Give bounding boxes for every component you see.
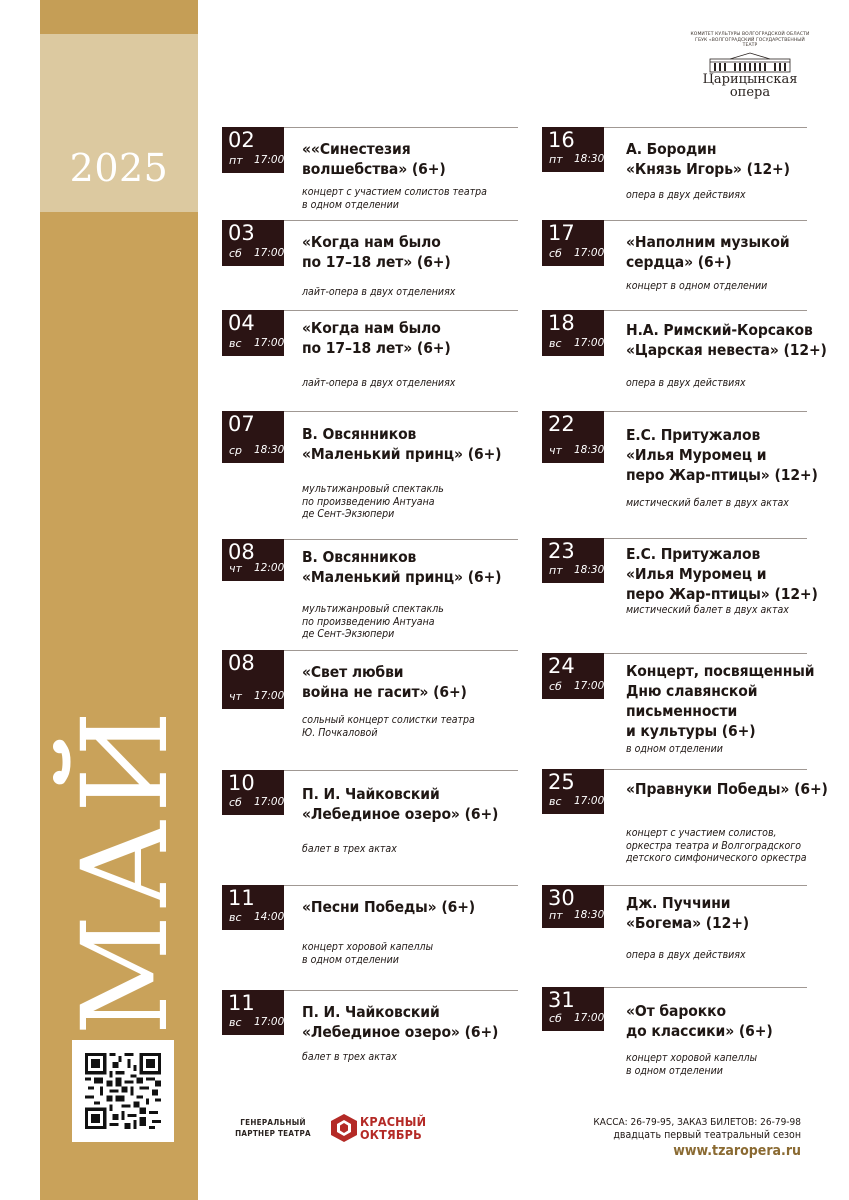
- event-weekday: пт: [229, 154, 243, 167]
- event-description-line: концерт с участием солистов,: [626, 827, 777, 839]
- event-description-line: балет в трех актах: [302, 843, 397, 855]
- event-title-line: Концерт, посвященный: [626, 662, 815, 680]
- event-date-box: [542, 220, 604, 266]
- event-time: 17:00: [254, 337, 285, 349]
- event-date-box: [542, 127, 604, 172]
- event-time: 17:00: [254, 690, 285, 702]
- event-time: 17:00: [574, 680, 605, 692]
- event-title: [626, 232, 790, 272]
- event-description: [302, 286, 455, 299]
- event-title: [626, 661, 814, 741]
- event-title-line: «Царская невеста» (12+): [626, 341, 827, 359]
- event-weekday: сб: [229, 247, 242, 260]
- event-description: [302, 941, 433, 966]
- event-day: 11: [228, 991, 255, 1015]
- event-description: [302, 714, 475, 739]
- event-item[interactable]: [222, 990, 518, 1110]
- event-title-line: Н.А. Римский-Корсаков: [626, 321, 813, 339]
- event-day: 03: [228, 221, 255, 245]
- logo-org-line-1: КОМИТЕТ КУЛЬТУРЫ ВОЛГОГРАДСКОЙ ОБЛАСТИ: [690, 32, 810, 37]
- event-description-line: по произведению Антуана: [302, 615, 435, 628]
- event-date-box: [222, 539, 284, 581]
- event-title: [626, 893, 749, 933]
- event-description: [302, 186, 487, 211]
- event-time: 18:30: [254, 444, 285, 456]
- event-weekday: чт: [549, 444, 562, 457]
- month-label: МАЙ: [56, 704, 194, 1036]
- event-time: 17:00: [574, 247, 605, 259]
- event-title-line: В. Овсянников: [302, 548, 417, 566]
- logo-name-line-1: Царицынская: [702, 71, 798, 87]
- event-date-box: [222, 990, 284, 1035]
- event-weekday: пт: [549, 909, 563, 922]
- qr-code-icon: [85, 1053, 161, 1129]
- event-description-line: в одном отделении: [626, 743, 723, 755]
- event-time: 18:30: [574, 153, 605, 165]
- event-title: [626, 425, 818, 485]
- event-description: [302, 603, 444, 641]
- event-title-line: по 17–18 лет» (6+): [302, 253, 451, 271]
- event-date-box: [222, 411, 284, 463]
- event-date-box: [222, 770, 284, 815]
- event-time: 17:00: [254, 247, 285, 259]
- event-title: [626, 1001, 773, 1041]
- event-title-line: «Песни Победы» (6+): [302, 898, 476, 916]
- event-item[interactable]: [542, 411, 818, 531]
- event-date-box: [222, 220, 284, 266]
- event-date-box: [542, 769, 604, 814]
- event-title-line: В. Овсянников: [302, 425, 417, 443]
- event-description-line: по произведению Антуана: [302, 495, 435, 508]
- event-description: [626, 280, 767, 293]
- event-description: [302, 1051, 397, 1064]
- event-title: [302, 139, 446, 179]
- event-description-line: мистический балет в двух актах: [626, 604, 789, 616]
- box-office-phones: КАССА: 26-79-95, ЗАКАЗ БИЛЕТОВ: 26-79-98: [593, 1117, 801, 1128]
- event-title-line: Дню славянской: [626, 682, 758, 700]
- event-date-box: [542, 310, 604, 356]
- partner-logo[interactable]: [330, 1111, 440, 1147]
- event-title: [302, 784, 498, 824]
- event-time: 17:00: [254, 154, 285, 166]
- event-description: [626, 497, 789, 510]
- event-weekday: сб: [549, 1012, 562, 1025]
- event-weekday: сб: [549, 680, 562, 693]
- event-description: [626, 604, 789, 617]
- event-day: 23: [548, 539, 575, 563]
- event-item[interactable]: [542, 653, 815, 773]
- event-title-line: «Свет любви: [302, 663, 404, 681]
- event-weekday: вс: [229, 911, 242, 924]
- event-title-line: «Когда нам было: [302, 233, 441, 251]
- event-date-box: [542, 538, 604, 583]
- website-link[interactable]: www.tzaropera.ru: [673, 1143, 801, 1159]
- event-description-line: концерт хоровой капеллы: [302, 941, 434, 953]
- event-title-line: «Лебединое озеро» (6+): [302, 805, 499, 823]
- event-day: 10: [228, 771, 255, 795]
- event-title-line: П. И. Чайковский: [302, 785, 440, 803]
- event-title-line: «Наполним музыкой: [626, 233, 790, 251]
- event-date-box: [542, 885, 604, 928]
- event-title-line: волшебства» (6+): [302, 160, 446, 178]
- event-title-line: и культуры (6+): [626, 722, 756, 740]
- partner-label-line-2: ПАРТНЕР ТЕАТРА: [235, 1129, 311, 1138]
- event-item[interactable]: [542, 769, 828, 889]
- event-title: [302, 318, 451, 358]
- event-title-line: «Маленький принц» (6+): [302, 568, 502, 586]
- event-day: 25: [548, 770, 575, 794]
- event-description-line: концерт с участием солистов театра: [302, 186, 487, 198]
- event-weekday: сб: [229, 796, 242, 809]
- event-day: 24: [548, 654, 575, 678]
- event-title-line: «Богема» (12+): [626, 914, 750, 932]
- event-description-line: мультижанровый спектакль: [302, 483, 444, 495]
- event-title-line: «Правнуки Победы» (6+): [626, 780, 828, 798]
- event-description-line: в одном отделении: [302, 198, 399, 211]
- event-title-line: «От барокко: [626, 1002, 726, 1020]
- event-time: 18:30: [574, 444, 605, 456]
- event-title-line: Е.С. Притужалов: [626, 426, 761, 444]
- event-title: [302, 897, 475, 917]
- event-weekday: вс: [549, 795, 562, 808]
- event-description-line: де Сент-Экзюпери: [302, 628, 395, 640]
- partner-mark-icon: [330, 1113, 358, 1143]
- event-description: [626, 377, 746, 390]
- sidebar-top-band: [40, 0, 198, 34]
- event-title-line: перо Жар-птицы» (12+): [626, 585, 818, 603]
- event-weekday: чт: [229, 690, 242, 703]
- event-title-line: «Лебединое озеро» (6+): [302, 1023, 499, 1041]
- event-date-box: [542, 411, 604, 463]
- season-label: двадцать первый театральный сезон: [613, 1129, 801, 1141]
- event-title-line: по 17–18 лет» (6+): [302, 339, 451, 357]
- event-item[interactable]: [222, 650, 518, 770]
- event-title: [302, 662, 467, 702]
- theatre-logo[interactable]: [690, 32, 810, 102]
- event-description-line: в одном отделении: [302, 953, 399, 966]
- event-item[interactable]: [222, 770, 518, 890]
- event-title-line: сердца» (6+): [626, 253, 732, 271]
- year-label: 2025: [69, 146, 169, 190]
- event-description-line: лайт-опера в двух отделениях: [302, 286, 456, 298]
- event-time: 17:00: [254, 796, 285, 808]
- event-description-line: балет в трех актах: [302, 1051, 397, 1063]
- event-title-line: «Когда нам было: [302, 319, 441, 337]
- event-time: 17:00: [574, 337, 605, 349]
- event-description-line: концерт хоровой капеллы: [626, 1052, 758, 1064]
- event-title-line: до классики» (6+): [626, 1022, 773, 1040]
- event-item[interactable]: [222, 539, 518, 659]
- event-day: 31: [548, 988, 575, 1012]
- event-weekday: вс: [549, 337, 562, 350]
- event-date-box: [222, 885, 284, 930]
- partner-name-line-1: КРАСНЫЙ: [360, 1114, 427, 1129]
- event-time: 14:00: [254, 911, 285, 923]
- event-title: [626, 320, 827, 360]
- event-title-line: П. И. Чайковский: [302, 1003, 440, 1021]
- event-title: [302, 547, 501, 587]
- event-description-line: сольный концерт солистки театра: [302, 714, 475, 726]
- event-description-line: детского симфонического оркестра: [626, 852, 807, 864]
- event-description: [626, 743, 723, 756]
- event-title-line: письменности: [626, 702, 738, 720]
- logo-name-line-2: опера: [729, 84, 771, 100]
- event-description-line: опера в двух действиях: [626, 377, 746, 389]
- event-time: 17:00: [574, 795, 605, 807]
- qr-code[interactable]: [72, 1040, 174, 1142]
- event-title-line: ««Синестезия: [302, 140, 411, 158]
- event-title-line: «Князь Игорь» (12+): [626, 160, 790, 178]
- event-description-line: оркестра театра и Волгоградского: [626, 839, 802, 852]
- event-day: 11: [228, 886, 255, 910]
- event-description-line: де Сент-Экзюпери: [302, 508, 395, 520]
- event-description: [626, 1052, 757, 1077]
- event-day: 30: [548, 886, 575, 910]
- event-description: [302, 377, 455, 390]
- event-day: 17: [548, 221, 575, 245]
- event-item[interactable]: [542, 987, 807, 1107]
- partner-name-line-2: ОКТЯБРЬ: [360, 1127, 422, 1142]
- event-title-line: «Илья Муромец и: [626, 565, 767, 583]
- event-title-line: «Маленький принц» (6+): [302, 445, 502, 463]
- event-day: 08: [228, 651, 255, 675]
- month-label-wrap: [56, 704, 194, 1036]
- event-description-line: в одном отделении: [626, 1064, 723, 1077]
- event-description: [626, 949, 746, 962]
- event-day: 08: [228, 540, 255, 564]
- partner-label-line-1: ГЕНЕРАЛЬНЫЙ: [240, 1118, 306, 1127]
- event-title: [626, 779, 828, 799]
- event-day: 18: [548, 311, 575, 335]
- event-description-line: лайт-опера в двух отделениях: [302, 377, 456, 389]
- event-time: 17:00: [254, 1016, 285, 1028]
- event-description-line: концерт в одном отделении: [626, 280, 768, 292]
- event-date-box: [222, 650, 284, 709]
- event-item[interactable]: [222, 885, 518, 1005]
- logo-org-line-2: ГБУК «ВОЛГОГРАДСКИЙ ГОСУДАРСТВЕННЫЙ ТЕАТР: [695, 37, 805, 48]
- event-description: [302, 483, 444, 521]
- event-description-line: мультижанровый спектакль: [302, 603, 444, 615]
- event-weekday: ср: [229, 444, 243, 457]
- event-title: [626, 544, 818, 604]
- event-weekday: сб: [549, 247, 562, 260]
- event-day: 04: [228, 311, 255, 335]
- event-title-line: «Илья Муромец и: [626, 446, 767, 464]
- event-date-box: [222, 127, 284, 173]
- event-description: [626, 189, 746, 202]
- event-weekday: пт: [549, 564, 563, 577]
- event-date-box: [542, 987, 604, 1031]
- event-time: 17:00: [574, 1012, 605, 1024]
- event-title-line: Е.С. Притужалов: [626, 545, 761, 563]
- event-weekday: чт: [229, 562, 242, 575]
- event-title: [302, 424, 501, 464]
- event-weekday: пт: [549, 153, 563, 166]
- event-description-line: опера в двух действиях: [626, 949, 746, 961]
- event-day: 07: [228, 412, 255, 436]
- event-date-box: [542, 653, 604, 699]
- event-time: 18:30: [574, 564, 605, 576]
- event-description-line: опера в двух действиях: [626, 189, 746, 201]
- event-time: 12:00: [254, 562, 285, 574]
- event-time: 18:30: [574, 909, 605, 921]
- event-weekday: вс: [229, 1016, 242, 1029]
- event-description-line: Ю. Почкаловой: [302, 726, 378, 739]
- event-item[interactable]: [222, 411, 518, 531]
- event-title-line: Дж. Пуччини: [626, 894, 731, 912]
- event-description: [626, 827, 806, 865]
- theatre-building-icon: [708, 51, 792, 73]
- event-day: 22: [548, 412, 575, 436]
- event-title-line: война не гасит» (6+): [302, 683, 467, 701]
- partner-label: [230, 1117, 316, 1139]
- event-day: 16: [548, 128, 575, 152]
- event-description-line: мистический балет в двух актах: [626, 497, 789, 509]
- event-title-line: перо Жар-птицы» (12+): [626, 466, 818, 484]
- event-date-box: [222, 310, 284, 356]
- event-title: [626, 139, 790, 179]
- box-office-info: [593, 1116, 801, 1142]
- event-day: 02: [228, 128, 255, 152]
- event-item[interactable]: [542, 538, 818, 658]
- event-title-line: А. Бородин: [626, 140, 717, 158]
- event-description: [302, 843, 397, 856]
- event-weekday: вс: [229, 337, 242, 350]
- event-title: [302, 232, 451, 272]
- event-title: [302, 1002, 498, 1042]
